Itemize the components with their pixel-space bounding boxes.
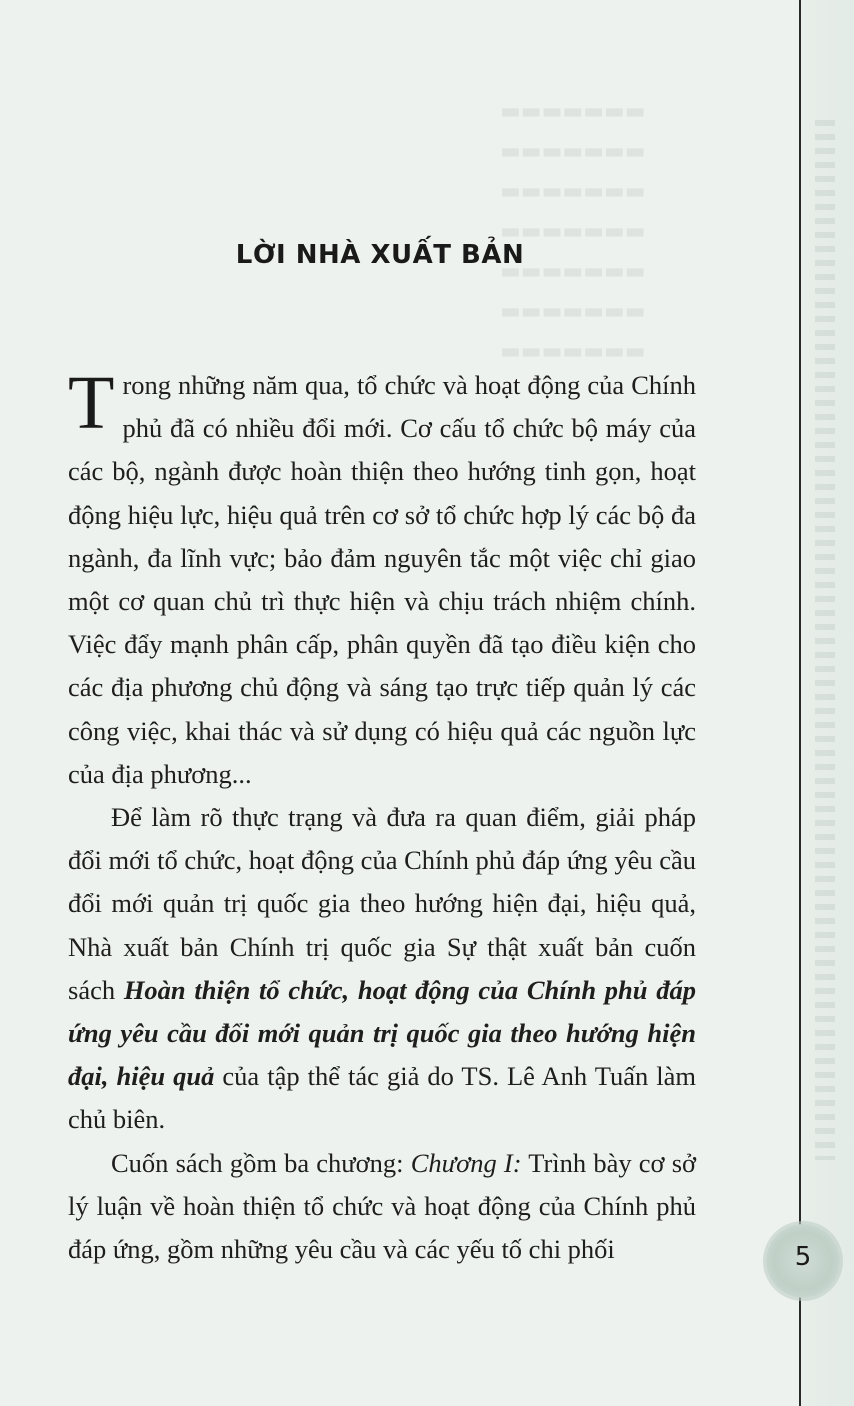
- page-edge-texture: [815, 120, 835, 1160]
- page-title: LỜI NHÀ XUẤT BẢN: [235, 240, 525, 270]
- bleed-through-texture: ▬▬▬▬▬▬▬ ▬▬▬▬▬▬▬ ▬▬▬▬▬▬▬ ▬▬▬▬▬▬▬ ▬▬▬▬▬▬▬ ▬▬▬▬▬▬▬ ▬▬▬▬▬▬▬: [500, 99, 646, 364]
- paragraph-1-text: rong những năm qua, tổ chức và hoạt động của Chính phủ đã có nhiều đổi mới. Cơ cấu tổ chức bộ máy của các bộ, ngành được hoàn thiện theo hướng tinh gọn, hoạt động hiệu lực, hiệu quả trên cơ sở tổ chức hợp lý các bộ đa ngành, đa lĩnh vực; bảo đảm nguyên tắc một việc chỉ giao một cơ quan chủ trì thực hiện và chịu trách nhiệm chính. Việc đẩy mạnh phân cấp, phân quyền đã tạo điều kiện cho các địa phương chủ động và sáng tạo trực tiếp quản lý các công việc, khai thác và sử dụng có hiệu quả các nguồn lực của địa phương...: [68, 370, 696, 789]
- paragraph-2: [68, 796, 696, 1142]
- page-edge-line: [799, 0, 801, 1406]
- body-text: [68, 361, 697, 1271]
- paragraph-1: [68, 361, 696, 796]
- paragraph-3-lead: Cuốn sách gồm ba chương:: [111, 1147, 411, 1178]
- paragraph-2-tail: của tập thể tác giả do TS. Lê Anh Tuấn làm chủ biên.: [68, 1061, 696, 1135]
- paragraph-3: [68, 1142, 696, 1272]
- chapter-reference: Chương I:: [410, 1147, 522, 1178]
- page-number: 5: [794, 1242, 812, 1272]
- paragraph-2-lead: Để làm rõ thực trạng và đưa ra quan điểm, giải pháp đổi mới tổ chức, hoạt động của Chính phủ đáp ứng yêu cầu đổi mới quản trị quốc gia theo hướng hiện đại, hiệu quả, Nhà xuất bản Chính trị quốc gia Sự thật xuất bản cuốn sách: [68, 802, 696, 1005]
- drop-cap: T: [68, 361, 115, 445]
- book-title: Hoàn thiện tổ chức, hoạt động của Chính phủ đáp ứng yêu cầu đổi mới quản trị quốc gia theo hướng hiện đại, hiệu quả: [68, 974, 696, 1092]
- paragraph-3-tail: Trình bày cơ sở lý luận về hoàn thiện tổ chức và hoạt động của Chính phủ đáp ứng, gồm những yêu cầu và các yếu tố chi phối: [68, 1147, 697, 1265]
